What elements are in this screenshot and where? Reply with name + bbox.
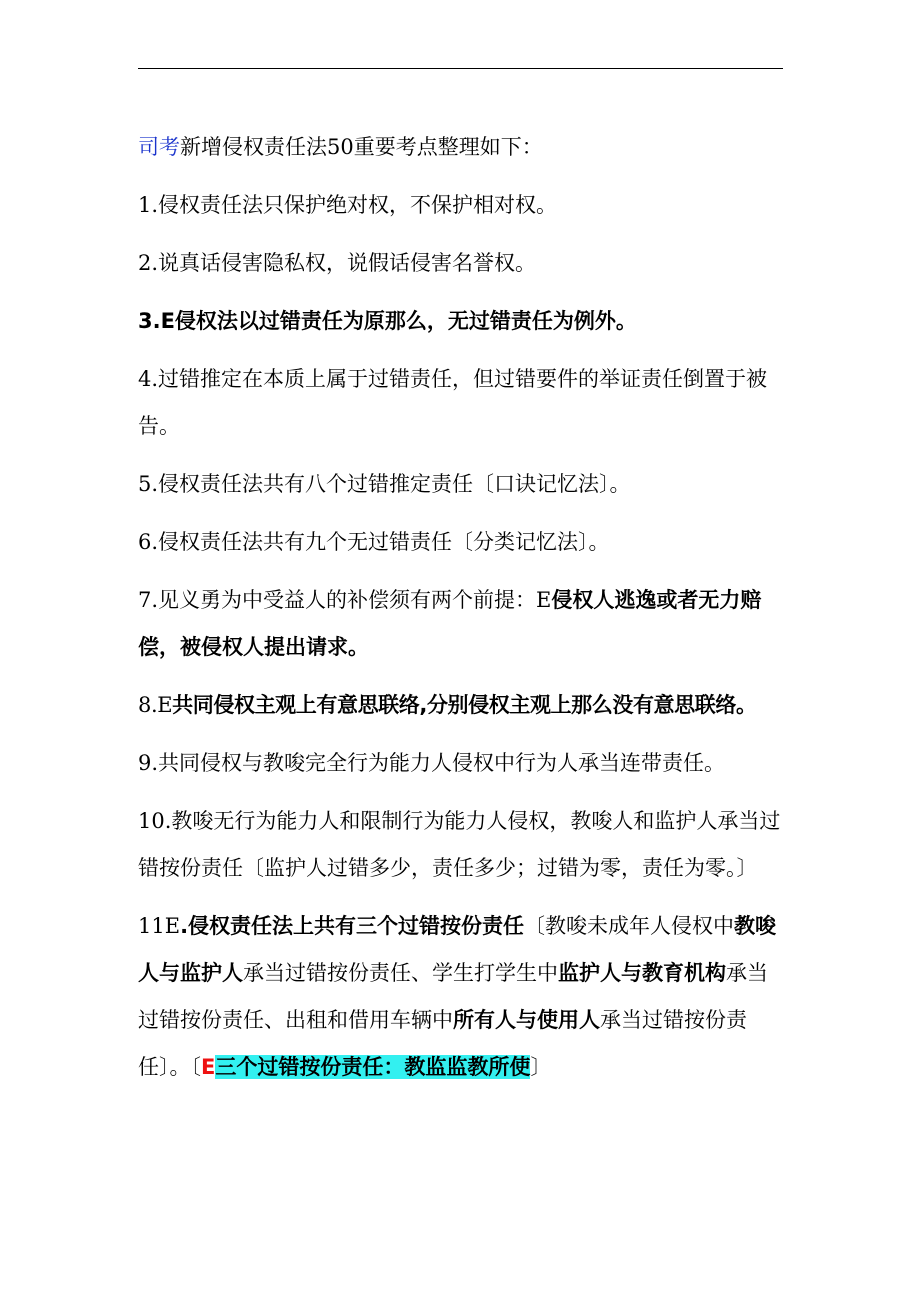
point-7-text: 7.见义勇为中受益人的补偿须有两个前提：E xyxy=(138,588,552,612)
point-7 xyxy=(138,577,786,671)
point-10: 10.教唆无行为能力人和限制行为能力人侵权，教唆人和监护人承当过错按份责任〔监护人过错多少，责任多少；过错为零，责任为零。〕 xyxy=(138,809,781,880)
point-11-end: 〕 xyxy=(530,1055,552,1079)
point-8 xyxy=(138,682,786,729)
point-4: 4.过错推定在本质上属于过错责任，但过错要件的举证责任倒置于被告。 xyxy=(138,367,768,438)
header-rule xyxy=(138,68,783,69)
point-11-text-4: 承当过错按份责任〕。〔 xyxy=(138,1008,747,1079)
intro-text: 新增侵权责任法50重要考点整理如下： xyxy=(180,135,543,159)
point-6: 6.侵权责任法共有九个无过错责任〔分类记忆法〕。 xyxy=(138,530,610,554)
point-11 xyxy=(138,903,786,1091)
point-8-text: 8.E xyxy=(138,693,173,717)
point-7-bold: 侵权人逃逸或者无力赔偿，被侵权人提出请求。 xyxy=(138,588,762,659)
document-body xyxy=(138,124,786,1102)
point-11-bold-3: 监护人与教育机构 xyxy=(558,961,726,985)
point-8-bold: 共同侵权主观上有意思联络,分别侵权主观上那么没有意思联络。 xyxy=(172,693,757,717)
point-2: 2.说真话侵害隐私权，说假话侵害名誉权。 xyxy=(138,251,537,275)
point-11-prefix: 11E xyxy=(138,914,181,938)
sikao-link[interactable]: 司考 xyxy=(138,135,180,159)
intro-paragraph xyxy=(138,124,786,171)
point-11-text-2: 承当过错按份责任、学生打学生中 xyxy=(243,961,558,985)
point-11-bold-1: .侵权责任法上共有三个过错按份责任 xyxy=(180,914,525,938)
point-11-bold-4: 所有人与使用人 xyxy=(453,1008,600,1032)
point-5: 5.侵权责任法共有八个过错推定责任〔口诀记忆法〕。 xyxy=(138,472,631,496)
point-11-bold-2: 教唆人与监护人 xyxy=(138,914,777,985)
point-11-red-e: E xyxy=(201,1055,216,1079)
point-11-text-1: 〔教唆未成年人侵权中 xyxy=(524,914,735,938)
point-11-text-3: 承当过错按份责任、出租和借用车辆中 xyxy=(138,961,768,1032)
point-11-highlight: 三个过错按份责任：教监监教所使 xyxy=(215,1055,531,1079)
point-1: 1.侵权责任法只保护绝对权，不保护相对权。 xyxy=(138,193,558,217)
point-9: 9.共同侵权与教唆完全行为能力人侵权中行为人承当连带责任。 xyxy=(138,751,726,775)
point-3: 3.E侵权法以过错责任为原那么，无过错责任为例外。 xyxy=(138,309,637,333)
